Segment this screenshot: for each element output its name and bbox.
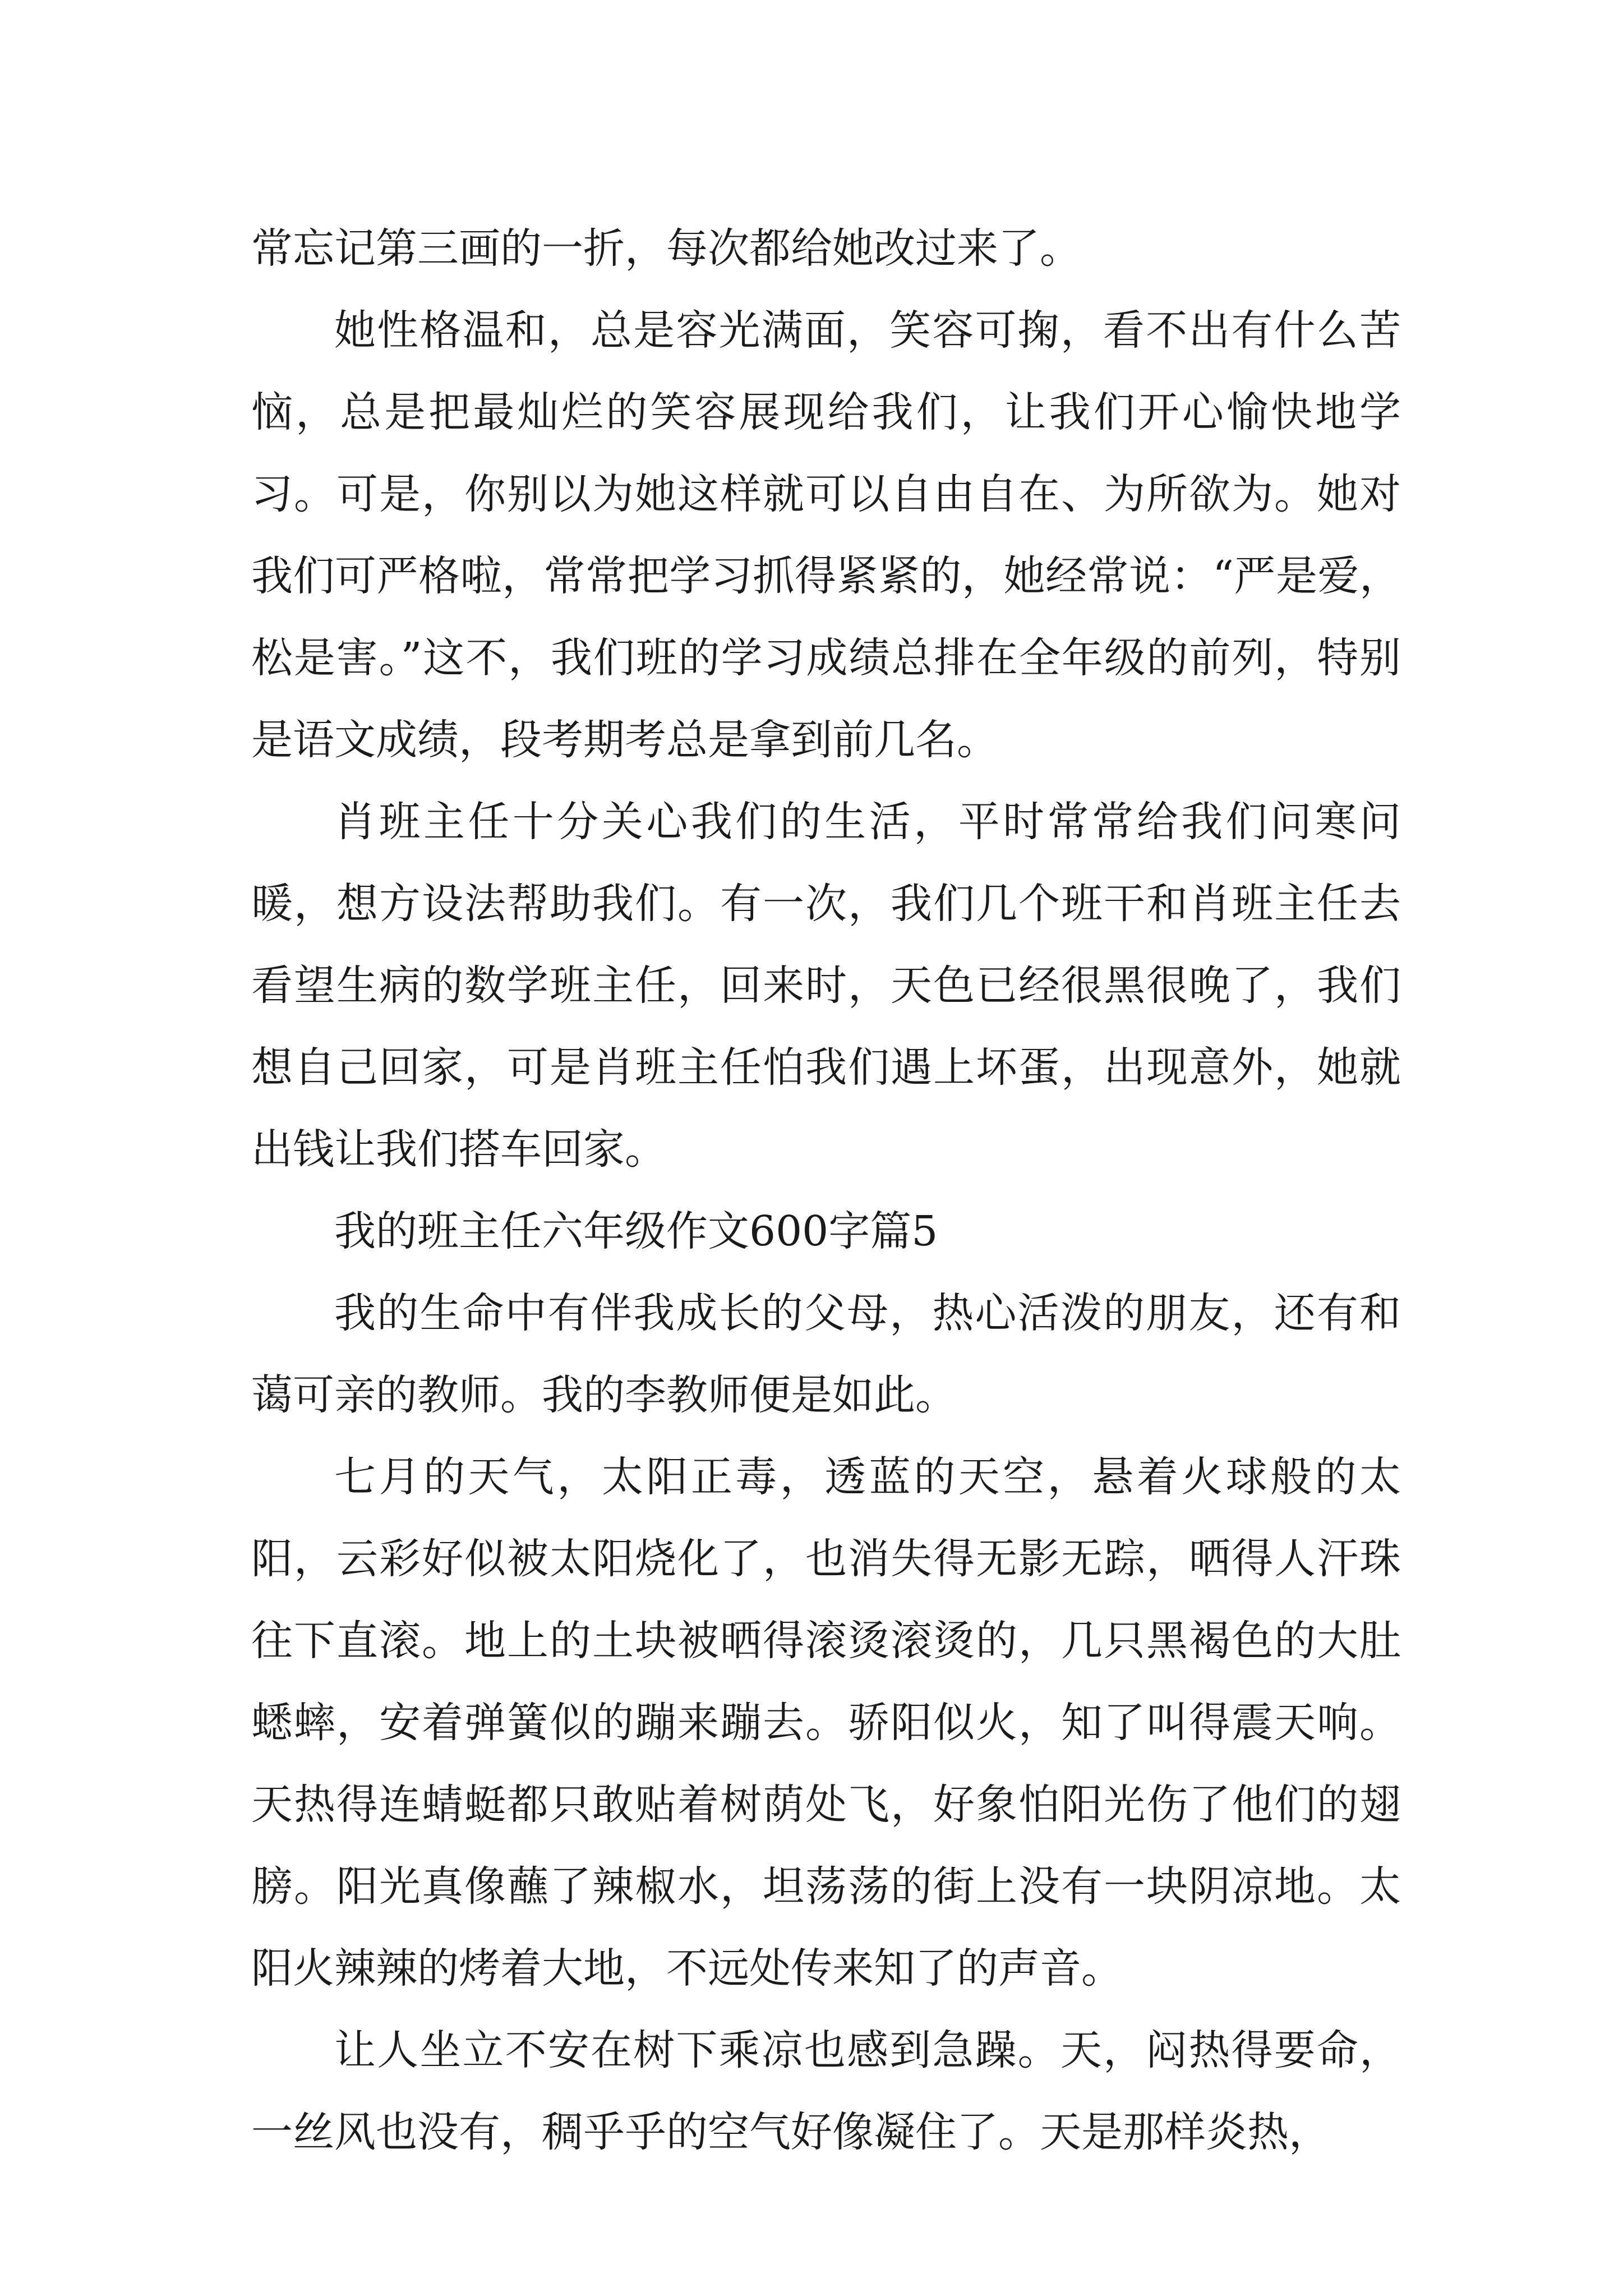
paragraph-teacher-care: 肖班主任十分关心我们的生活，平时常常给我们问寒问暖，想方设法帮助我们。有一次，我们几个班干和肖班主任去看望生病的数学班主任，回来时，天色已经很黑很晚了，我们想自己回家，可是肖班主任怕我们遇上坏蛋，出现意外，她就出钱让我们搭车回家。	[251, 798, 1401, 1174]
paragraph-continuation: 常忘记第三画的一折，每次都给她改过来了。	[251, 224, 1081, 273]
section-heading: 我的班主任六年级作文600字篇5	[334, 1207, 938, 1255]
paragraph-heat: 让人坐立不安在树下乘凉也感到急躁。天，闷热得要命，一丝风也没有，稠乎乎的空气好像凝住了。天是那样炎热，	[251, 2026, 1401, 2156]
paragraph-teacher-personality: 她性格温和，总是容光满面，笑容可掬，看不出有什么苦恼，总是把最灿烂的笑容展现给我们，让我们开心愉快地学习。可是，你别以为她这样就可以自由自在、为所欲为。她对我们可严格啦，常常把学习抓得紧紧的，她经常说：“严是爱，松是害。”这不，我们班的学习成绩总排在全年级的前列，特别是语文成绩，段考期考总是拿到前几名。	[251, 306, 1401, 764]
article-body	[251, 208, 1401, 2173]
paragraph-summer-weather: 七月的天气，太阳正毒，透蓝的天空，悬着火球般的太阳，云彩好似被太阳烧化了，也消失得无影无踪，晒得人汗珠往下直滚。地上的土块被晒得滚烫滚烫的，几只黑褐色的大肚蟋蟀，安着弹簧似的蹦来蹦去。骄阳似火，知了叫得震天响。天热得连蜻蜓都只敢贴着树荫处飞，好象怕阳光伤了他们的翅膀。阳光真像蘸了辣椒水，坦荡荡的街上没有一块阴凉地。太阳火辣辣的烤着大地，不远处传来知了的声音。	[251, 1453, 1401, 1993]
paragraph-intro: 我的生命中有伴我成长的父母，热心活泼的朋友，还有和蔼可亲的教师。我的李教师便是如此。	[251, 1289, 1401, 1419]
